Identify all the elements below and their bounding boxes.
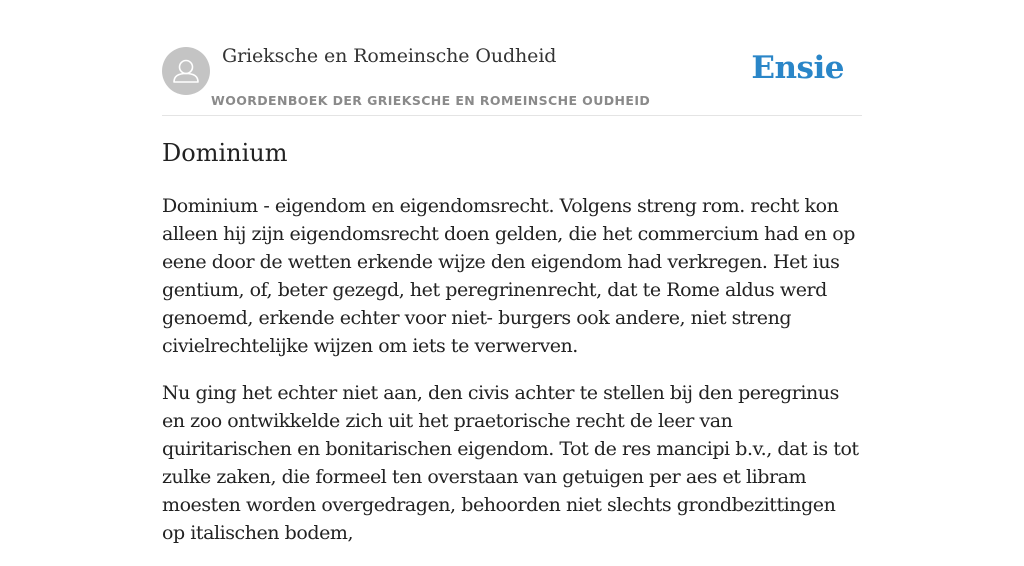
article-body	[162, 192, 862, 566]
owner-name[interactable]: Grieksche en Romeinsche Oudheid	[222, 45, 557, 67]
user-icon	[162, 47, 210, 95]
header	[162, 0, 862, 116]
content-container	[162, 0, 862, 544]
ensie-logo[interactable]: Ensie	[751, 50, 844, 86]
dictionary-title[interactable]: WOORDENBOEK DER GRIEKSCHE EN ROMEINSCHE OUDHEID	[211, 93, 651, 108]
article-paragraph: Nu ging het echter niet aan, den civis achter te stellen bij den peregrinus en zoo ontwikkelde zich uit het praetorische recht de leer van quiritarischen en bonitarischen eigendom. Tot de res mancipi b.v., dat is tot zulke zaken, die formeel ten overstaan van getuigen per aes et libram moesten worden overgedragen, behoorden niet slechts grondbezittingen op italischen bodem,	[162, 382, 859, 544]
entry-title: Dominium	[162, 139, 288, 167]
article-paragraph: Dominium - eigendom en eigendomsrecht. Volgens streng rom. recht kon alleen hij zijn eigendomsrecht doen gelden, die het commercium had en op eene door de wetten erkende wijze den eigendom had verkregen. Het ius gentium, of, beter gezegd, het peregrinenrecht, dat te Rome aldus werd genoemd, erkende echter voor niet- burgers ook andere, niet streng civielrechtelijke wijzen om iets te verwerven.	[162, 195, 855, 357]
avatar[interactable]	[162, 47, 210, 95]
